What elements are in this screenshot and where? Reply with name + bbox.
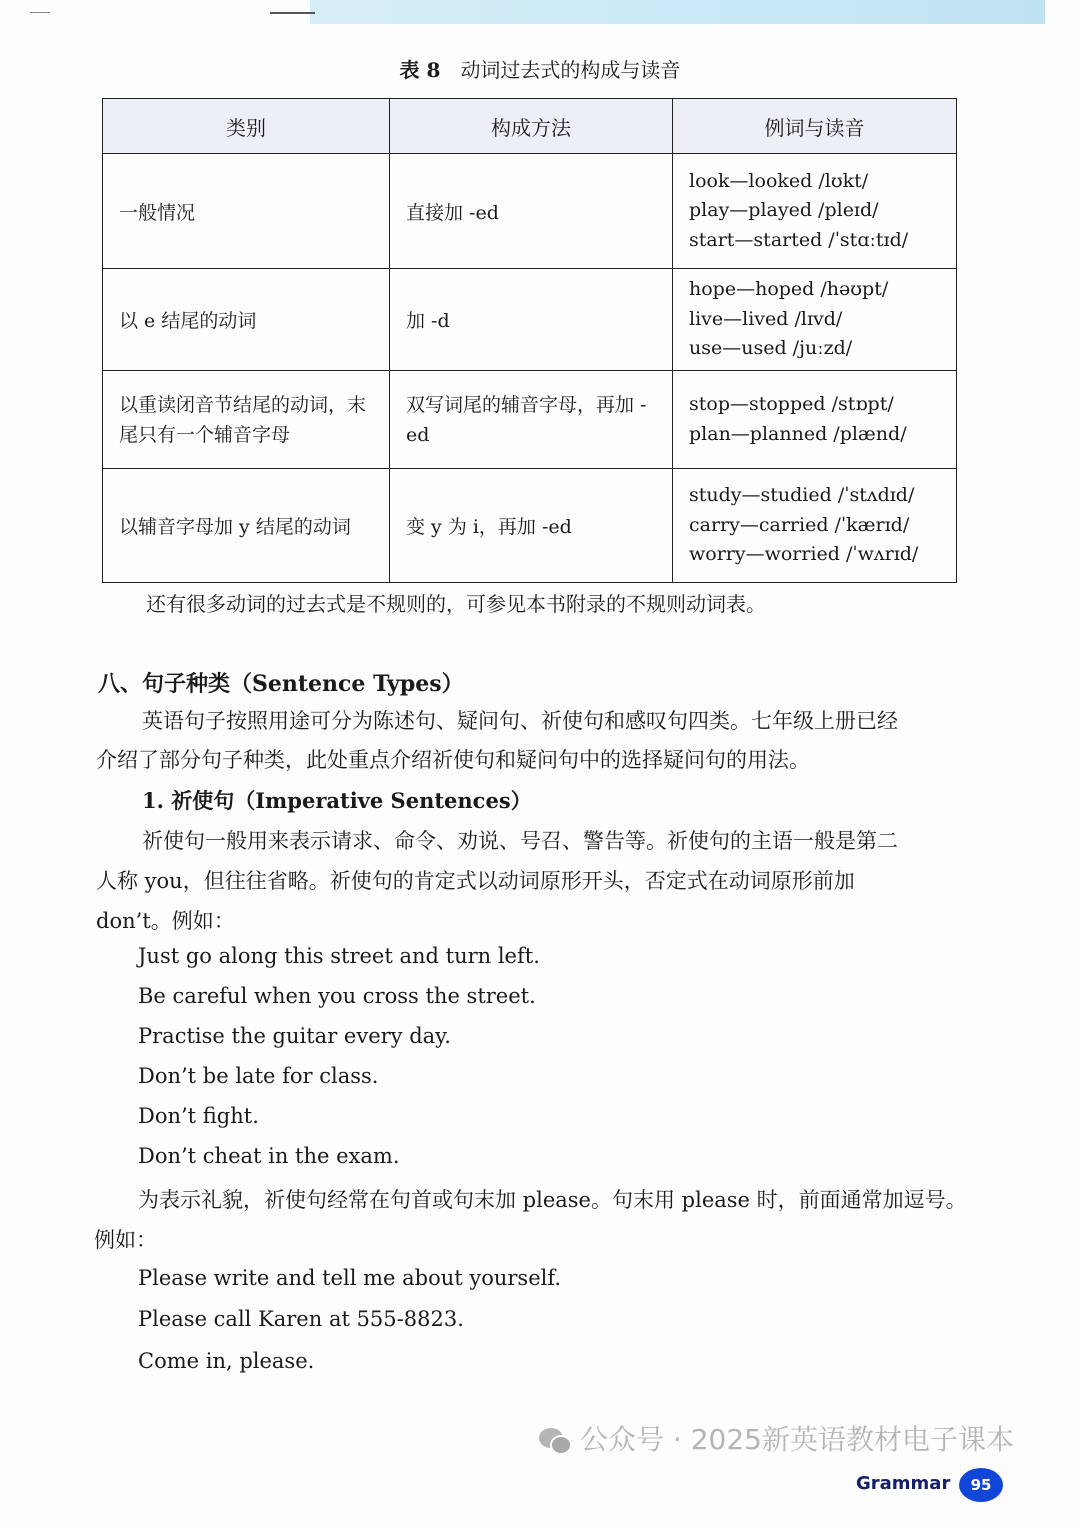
example: stop—stopped /stɒpt/ [689, 393, 894, 415]
paragraph-line: 为表示礼貌，祈使句经常在句首或句末加 please。句末用 please 时，前面通常加逗号。 [138, 1188, 967, 1212]
header-rule [30, 12, 50, 13]
example: hope—hoped /həʊpt/ [689, 278, 889, 301]
method-cell: 变 y 为 i，再加 -ed [390, 469, 673, 583]
method-cell: 加 -d [390, 269, 673, 371]
paragraph-line: 英语句子按照用途可分为陈述句、疑问句、祈使句和感叹句四类。七年级上册已经 [142, 709, 898, 733]
table-number: 表 8 [399, 58, 441, 82]
example: worry—worried /ˈwʌrɪd/ [689, 543, 919, 566]
example: start—started /ˈstɑːtɪd/ [689, 228, 909, 251]
example-sentence: Please call Karen at 555-8823. [138, 1307, 464, 1331]
paragraph-line: 祈使句一般用来表示请求、命令、劝说、号召、警告等。祈使句的主语一般是第二 [142, 829, 898, 853]
header-decoration [310, 0, 1045, 24]
table-row [103, 469, 957, 583]
table-header-row [103, 99, 957, 154]
table-row [103, 154, 957, 269]
paragraph-line: don’t。例如： [96, 909, 235, 933]
watermark-text: 公众号 · 2025新英语教材电子课本 [580, 1423, 1014, 1456]
past-tense-table [102, 98, 957, 583]
table-caption [0, 54, 1080, 83]
category-cell: 以 e 结尾的动词 [103, 269, 390, 371]
table-row [103, 269, 957, 371]
table-note: 还有很多动词的过去式是不规则的，可参见本书附录的不规则动词表。 [146, 592, 766, 616]
header-rule [270, 12, 315, 14]
table-title: 动词过去式的构成与读音 [460, 58, 681, 82]
method-cell: 直接加 -ed [390, 154, 673, 269]
sub-heading: 1. 祈使句（Imperative Sentences） [142, 788, 532, 813]
examples-cell [673, 469, 957, 583]
example-sentence: Practise the guitar every day. [138, 1024, 451, 1048]
wechat-icon [538, 1426, 572, 1456]
header-cell: 类别 [103, 99, 390, 154]
watermark [538, 1418, 1014, 1458]
example-sentence: Don’t be late for class. [138, 1064, 379, 1088]
example-sentence: Come in, please. [138, 1349, 315, 1373]
example-sentence: Don’t fight. [138, 1104, 259, 1128]
section-label: Grammar [856, 1473, 951, 1494]
examples-cell [673, 269, 957, 371]
category-cell: 以重读闭音节结尾的动词，末尾只有一个辅音字母 [103, 371, 390, 469]
example: live—lived /lɪvd/ [689, 307, 843, 330]
example: play—played /pleɪd/ [689, 199, 879, 222]
example-sentence: Just go along this street and turn left. [138, 944, 540, 968]
examples-cell [673, 154, 957, 269]
example: plan—planned /plænd/ [689, 422, 907, 445]
example: look—looked /lʊkt/ [689, 169, 869, 192]
example: carry—carried /ˈkærɪd/ [689, 513, 910, 536]
example-sentence: Don’t cheat in the exam. [138, 1144, 400, 1168]
category-cell: 以辅音字母加 y 结尾的动词 [103, 469, 390, 583]
category-cell: 一般情况 [103, 154, 390, 269]
paragraph-line: 例如： [94, 1228, 157, 1252]
paragraph-line: 介绍了部分句子种类，此处重点介绍祈使句和疑问句中的选择疑问句的用法。 [96, 748, 810, 772]
header-cell: 例词与读音 [673, 99, 957, 154]
header-cell: 构成方法 [390, 99, 673, 154]
example-sentence: Please write and tell me about yourself. [138, 1266, 562, 1290]
table-row [103, 371, 957, 469]
method-cell: 双写词尾的辅音字母，再加 -ed [390, 371, 673, 469]
example: study—studied /ˈstʌdɪd/ [689, 484, 915, 507]
examples-cell [673, 371, 957, 469]
section-heading: 八、句子种类（Sentence Types） [98, 671, 464, 697]
example-sentence: Be careful when you cross the street. [138, 984, 536, 1008]
page-number-badge: 95 [959, 1468, 1003, 1502]
example: use—used /juːzd/ [689, 337, 853, 360]
paragraph-line: 人称 you，但往往省略。祈使句的肯定式以动词原形开头，否定式在动词原形前加 [96, 869, 855, 893]
